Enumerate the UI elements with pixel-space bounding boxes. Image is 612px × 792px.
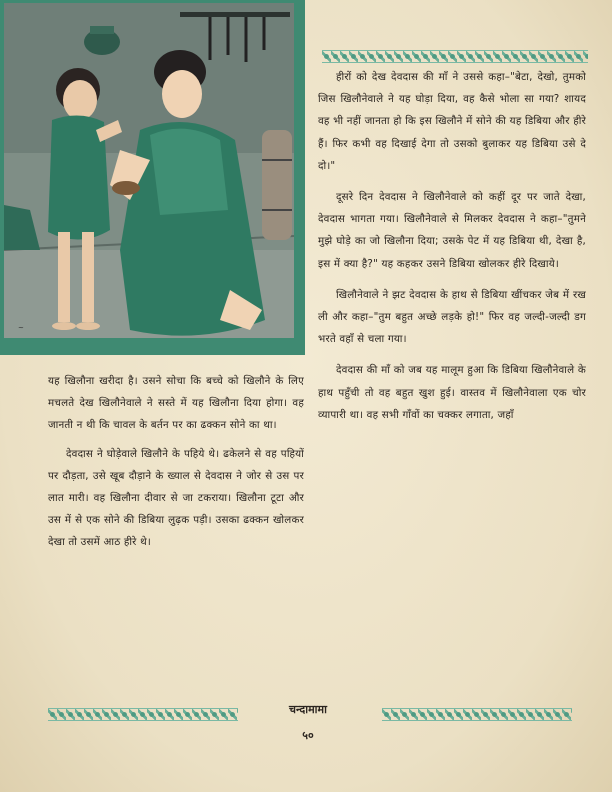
svg-text:~: ~ bbox=[18, 324, 24, 332]
paragraph: यह खिलौना खरीदा है। उसने सोचा कि बच्चे को खिलौने के लिए मचलते देख खिलौनेवाले ने सस्ते में यह खिलौना दिया होगा। वह जानती न थी कि चावल के बर्तन पर का ढक्कन सोने का था। bbox=[48, 375, 304, 432]
story-illustration bbox=[0, 0, 305, 355]
paragraph: हीरों को देख देवदास की माँ ने उससे कहा–"बेटा, देखो, तुमको जिस खिलौनेवाले ने यह घोड़ा दिया, वह कैसे भोला सा गया? शायद वह भी नहीं जानता हो कि इस खिलौने में सोने की यह डिबिया और हीरे हैं। फिर कभी वह दिखाई देगा तो उसको बुलाकर यह डिबिया उसे दे दो।" bbox=[318, 71, 586, 172]
page-number: ५० bbox=[302, 729, 314, 742]
footer-ornament-left bbox=[48, 708, 238, 721]
top-border-ornament bbox=[322, 50, 588, 63]
right-text-column bbox=[318, 66, 586, 426]
paragraph: देवदास ने घोड़ेवाले खिलौने के पहिये थे। ढकेलने से वह पहियों पर दौड़ता, उसे खूब दौड़ाने के ख्याल से देवदास ने जोर से उस पर लात मारी। वह खिलौना दीवार से जा टकराया। खिलौना टूटा और उस में से एक सोने की डिबिया लुढ़क पड़ी। उसका ढक्कन खोलकर देखा तो उसमें आठ हीरे थे। bbox=[48, 447, 304, 549]
left-text-column bbox=[48, 370, 304, 554]
magazine-title: चन्दामामा bbox=[289, 703, 327, 716]
paragraph: खिलौनेवाले ने झट देवदास के हाथ से डिबिया खींचकर जेब में रख ली और कहा–"तुम बहुत अच्छे लड़के हो!" फिर वह जल्दी-जल्दी डग भरते वहाँ से चला गया। bbox=[318, 288, 586, 346]
paragraph: दूसरे दिन देवदास ने खिलौनेवाले को कहीं दूर पर जाते देखा, देवदास भागता गया। खिलौनेवाले से मिलकर देवदास ने कहा–"तुमने मुझे घोड़े का जो खिलौना दिया; उसके पेट में यह डिबिया थी, देखा है, इस में क्या है?" यह कहकर उसने डिबिया खोलकर हीरे दिखाये। bbox=[318, 191, 586, 270]
paragraph: देवदास की माँ को जब यह मालूम हुआ कि डिबिया खिलौनेवाले के हाथ पहुँची तो वह बहुत खुश हुई। वास्तव में खिलौनेवाला एक चोर व्यापारी था। वह सभी गाँवों का चक्कर लगाता, जहाँ bbox=[318, 364, 586, 421]
footer-ornament-right bbox=[382, 708, 572, 721]
